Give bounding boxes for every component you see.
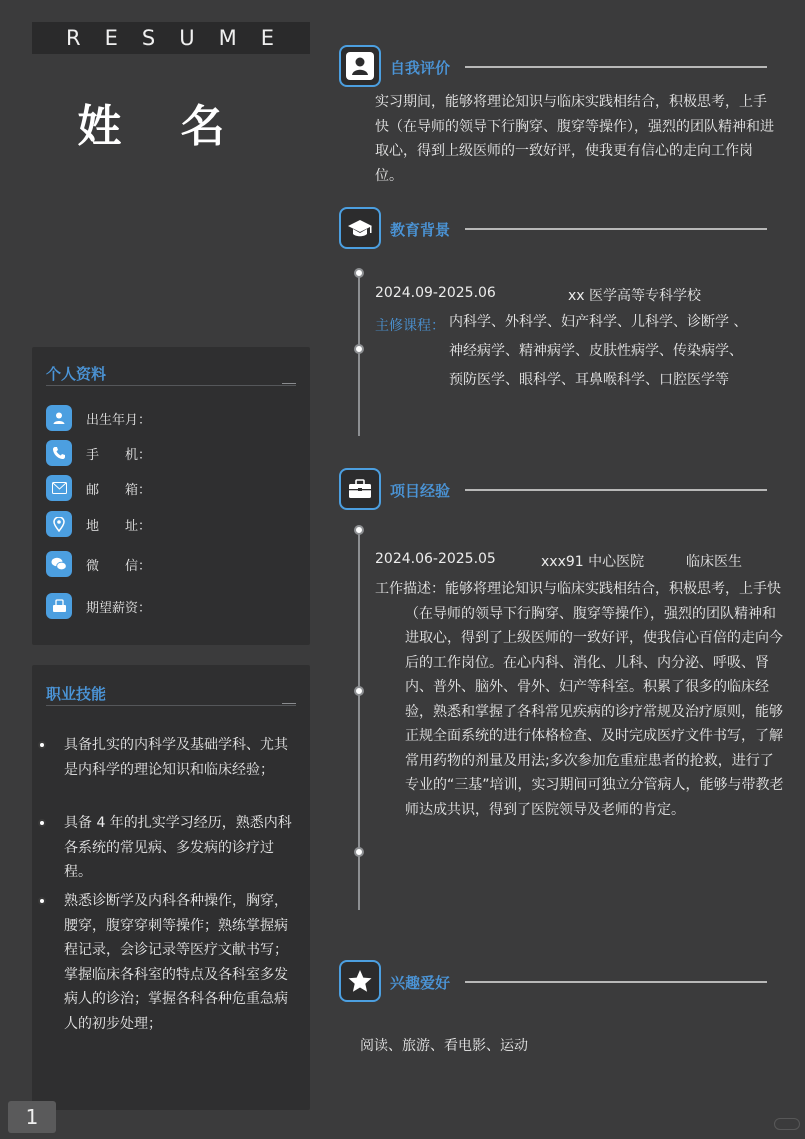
education-title: 教育背景 — [390, 221, 451, 239]
profile-label: 邮 箱： — [86, 482, 152, 498]
timeline-dot — [354, 268, 364, 278]
profile-label: 手 机： — [86, 447, 152, 463]
profile-label: 期望薪资： — [86, 600, 152, 616]
project-title: 项目经验 — [390, 482, 451, 500]
course-line: 预防医学、眼科学、耳鼻喉科学、口腔医学等 — [449, 372, 729, 388]
profile-label: 微 信： — [86, 558, 152, 574]
profile-panel — [32, 347, 310, 645]
skills-panel — [32, 665, 310, 1110]
bullet-dot — [38, 819, 46, 827]
profile-row-birth — [46, 404, 151, 432]
education-period: 2024.09-2025.06 — [375, 285, 496, 301]
skill-item: 具备扎实的内科学及基础学科、尤其是内科学的理论知识和临床经验； — [64, 737, 288, 778]
skills-divider-accent — [282, 703, 296, 704]
bullet-dot — [38, 741, 46, 749]
timeline-dot — [354, 344, 364, 354]
section-divider — [465, 66, 767, 68]
hobbies-title: 兴趣爱好 — [390, 974, 451, 992]
profile-row-salary — [46, 592, 151, 620]
timeline-dot — [354, 847, 364, 857]
courses-list — [449, 308, 779, 395]
course-line: 内科学、外科学、妇产科学、儿科学、诊断学 、 — [449, 314, 748, 330]
star-icon — [339, 960, 381, 1002]
profile-divider-accent — [282, 383, 296, 384]
course-line: 神经病学、精神病学、皮肤性病学、传染病学、 — [449, 343, 743, 359]
skill-item: 具备 4 年的扎实学习经历，熟悉内科各系统的常见病、多发病的诊疗过程。 — [64, 815, 292, 880]
mail-icon — [46, 475, 72, 501]
skills-title: 职业技能 — [46, 685, 107, 703]
profile-row-phone — [46, 439, 151, 467]
project-description — [375, 577, 785, 822]
education-timeline — [358, 273, 360, 436]
skills-divider — [46, 705, 296, 706]
bullet-dot — [38, 897, 46, 905]
profile-label: 出生年月： — [86, 412, 152, 428]
section-hobbies-header — [339, 960, 769, 1004]
section-divider — [465, 489, 767, 491]
project-desc-text: 能够将理论知识与临床实践相结合，积极思考，上手快（在导师的领导下行胸穿、腹穿等操作），强烈的团队精神和进取心，得到了上级医师的一致好评，使我信心百倍的走向今后的工作岗位。在心内科、消化、儿科、内分泌、呼吸、肾内、普外、脑外、骨外、妇产等科室。积累了很多的临床经验，熟悉和掌握了各科常见疾病的诊疗常规及治疗原则，能够正规全面系统的进行体格检查、及时完成医疗文件书写，了解常用药物的剂量及用法;多次参加危重症患者的抢救，进行了专业的“三基”培训，实习期间可独立分管病人，能够与带教老师达成共识，得到了医院领导及老师的肯定。 — [405, 581, 784, 818]
user-icon — [339, 45, 381, 87]
watermark-logo — [774, 1118, 800, 1130]
candidate-name: 姓 名 — [77, 101, 247, 152]
courses-label: 主修课程： — [375, 318, 445, 334]
self-eval-text: 实习期间，能够将理论知识与临床实践相结合，积极思考，上手快（在导师的领导下行胸穿、腹穿等操作），强烈的团队精神和进取心，得到上级医师的一致好评，使我更有信心的走向工作岗位。 — [375, 94, 774, 184]
profile-divider — [46, 385, 296, 386]
profile-title: 个人资料 — [46, 365, 107, 383]
timeline-dot — [354, 686, 364, 696]
section-self-eval-header — [339, 45, 769, 89]
project-desc-label: 工作描述： — [375, 581, 445, 597]
project-period: 2024.06-2025.05 — [375, 551, 496, 567]
briefcase-icon — [339, 468, 381, 510]
section-divider — [465, 981, 767, 983]
self-eval-title: 自我评价 — [390, 59, 451, 77]
resume-label: RESUME — [32, 22, 310, 54]
skill-item: 熟悉诊断学及内科各种操作，胸穿，腰穿，腹穿穿刺等操作；熟练掌握病程记录，会诊记录等医疗文献书写；掌握临床各科室的特点及各科室多发病人的诊治；掌握各科各种危重急病人的初步处理； — [64, 893, 288, 1032]
project-hospital: xxx91 中心医院 — [541, 554, 645, 570]
profile-row-wechat — [46, 550, 151, 578]
profile-row-address — [46, 510, 151, 538]
section-project-header — [339, 468, 769, 512]
profile-label: 地 址： — [86, 518, 152, 534]
education-school: xx 医学高等专科学校 — [568, 288, 702, 304]
section-education-header — [339, 207, 769, 251]
phone-icon — [46, 440, 72, 466]
project-role: 临床医生 — [686, 554, 742, 570]
hobbies-text: 阅读、旅游、看电影、运动 — [360, 1038, 528, 1054]
profile-row-email — [46, 474, 151, 502]
salary-icon — [46, 593, 72, 619]
graduation-cap-icon — [339, 207, 381, 249]
location-icon — [46, 511, 72, 537]
person-icon — [46, 405, 72, 431]
timeline-dot — [354, 525, 364, 535]
wechat-icon — [46, 551, 72, 577]
page-number: 1 — [8, 1101, 56, 1133]
section-divider — [465, 228, 767, 230]
